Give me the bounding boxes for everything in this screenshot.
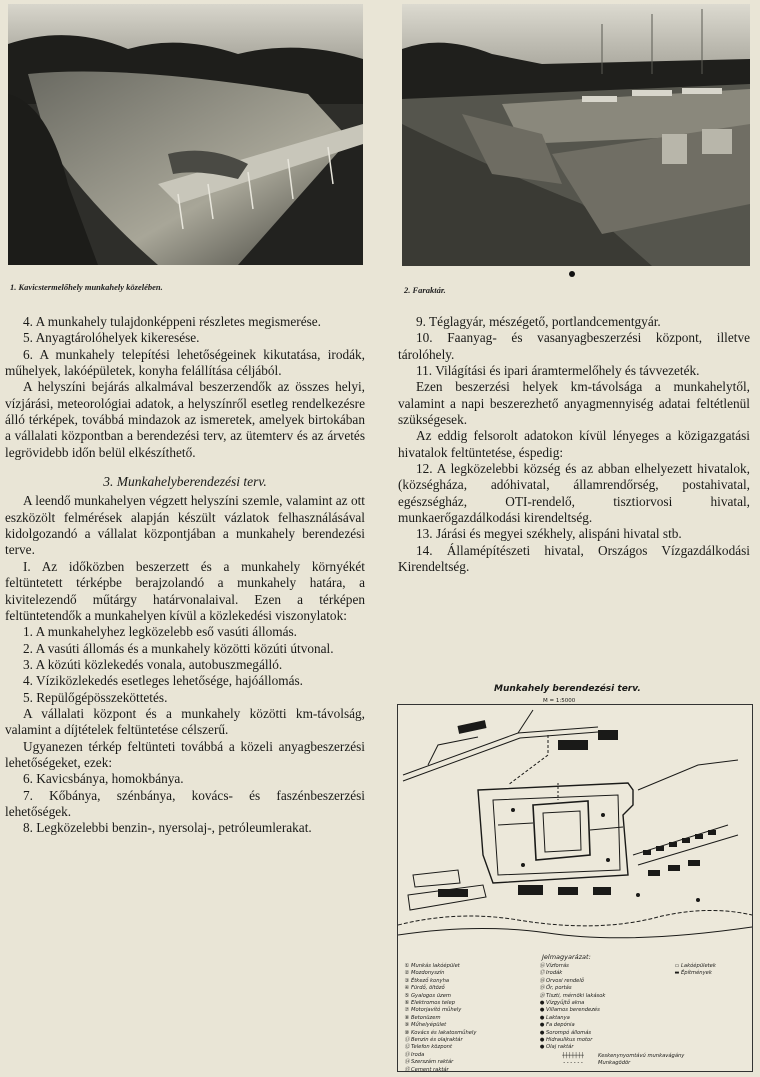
legend-item: ⑩ Kovács és lakatosműhely (404, 1029, 477, 1036)
legend-item: ⑥ Elektromos telep (404, 1000, 455, 1007)
lumber-yard-photo (402, 4, 750, 266)
legend-item: ┼┼┼┼┼┼┼ Keskenynyomtávú munkavágány (562, 1053, 685, 1059)
legend-column-1 (403, 963, 476, 1074)
paragraph: A vállalati központ és a munkahely közötti km-távolság, valamint a díjtételek feltüntetése célszerű. (5, 705, 365, 738)
paragraph: A helyszíni bejárás alkalmával beszerzendők az összes helyi, vízjárási, meteorológiai adatok, a helyszínről esetleg rendelkezésre álló térképek, továbbá mindazok az ismeretek, amelyek birtokában a vállalati központban a berendezési terv, az ütemterv és az árvetés legrövidebb időn belül elkészíthető. (5, 379, 365, 460)
photo-caption-2: 2. Faraktár. (404, 285, 446, 295)
legend-item: ● Laktanya (539, 1014, 570, 1021)
plan-scale: M = 1:5000 (543, 698, 576, 704)
paragraph: Ezen beszerzési helyek km-távolsága a munkahelytől, valamint a napi beszerezhető anyagmennyiség adatai feltétlenül szükségesek. (398, 379, 750, 428)
legend-column-4 (548, 1053, 684, 1068)
legend-item: ⑲Őr, portás (539, 985, 572, 992)
legend-item: ③ Étkező konyha (404, 977, 450, 984)
paragraph: 12. A legközelebbi község és az abban elhelyezett hivatalok, (községháza, adóhivatal, államrendőrség, postahivatal, egészségház, OTI-rendelő, tisztiorvosi hivatal, munkaerőgazdálkodási kirendeltség. (398, 461, 750, 526)
legend-item: ▬ Építmények (674, 970, 712, 977)
paragraph: Ugyanezen térkép feltünteti továbbá a közeli anyagbeszerzési lehetőségeket, ezek: (5, 738, 365, 770)
legend-item: ● Villamos berendezés (539, 1007, 600, 1014)
legend-item: ⑬Iroda (404, 1051, 425, 1058)
site-plan (397, 704, 753, 1072)
legend-item: ⑱Orvosi rendelő (539, 977, 584, 984)
paragraph: 2. A vasúti állomás és a munkahely közötti közúti útvonal. (23, 640, 334, 656)
legend-column-3 (673, 963, 716, 978)
legend-item: ⑫Telefon központ (404, 1044, 452, 1051)
legend-item: ⑳Tiszti, mérnöki lakások (539, 992, 606, 999)
legend-item: ● Sorompó állomás (539, 1029, 592, 1036)
paragraph: 7. Kőbánya, szénbánya, kovács- és faszénbeszerzési lehetőségek. (5, 787, 365, 819)
legend-item: ⑨ Műhelyépület (404, 1022, 447, 1029)
paragraph: Az eddig felsorolt adatokon kívül lényeges a közigazgatási hivatalok feltüntetése, éspedig: (398, 428, 750, 460)
paragraph: 6. A munkahely telepítési lehetőségeinek kikutatása, irodák, műhelyek, lakóépületek, konyha felállítása céljából. (5, 346, 365, 379)
legend-title: Jelmagyarázat: (542, 953, 591, 961)
right-text-column (398, 314, 750, 576)
plan-title: Munkahely berendezési terv. (494, 684, 641, 694)
legend-item: ● Olaj raktár (539, 1044, 574, 1051)
paragraph: 14. Államépítészeti hivatal, Országos Vízgazdálkodási Kirendeltség. (398, 542, 750, 575)
legend-item: ⑪Benzin és olajraktár (404, 1037, 463, 1044)
paragraph: 8. Legközelebbi benzin-, nyersolaj-, petróleumlerakat. (23, 820, 312, 836)
paragraph: 4. Víziközlekedés esetleges lehetősége, hajóállomás. (23, 673, 304, 689)
paragraph: 9. Téglagyár, mészégető, portlandcementgyár. (416, 314, 661, 329)
legend-item: ② Mozdonyszín (404, 970, 445, 977)
legend-item: ⑦ Motorjavító műhely (404, 1007, 462, 1014)
paragraph: 13. Járási és megyei székhely, alispáni hivatal stb. (416, 526, 682, 542)
paragraph: 11. Világítási és ipari áramtermelőhely és távvezeték. (416, 363, 700, 379)
legend-item: ● Fa depónia (539, 1022, 575, 1029)
paragraph: 5. Repülőgépösszeköttetés. (23, 689, 168, 705)
paragraph: 4. A munkahely tulajdonképpeni részletes megismerése. (23, 314, 321, 329)
paragraph: 3. A közúti közlekedés vonala, autobuszmegálló. (23, 656, 283, 672)
left-text-column (5, 314, 365, 837)
paragraph: 10. Faanyag- és vasanyagbeszerzési központ, illetve tárolóhely. (398, 330, 750, 362)
legend-item: ⑰Irodák (539, 970, 563, 977)
gravel-site-photo (8, 4, 363, 265)
legend-item: ④ Fürdő, öltöző (404, 985, 445, 992)
print-dot (569, 271, 575, 277)
paragraph: I. Az időközben beszerzett és a munkahely környékét feltüntetett térképbe berajzolandó a munkahely határa, a kivitelezendő műtárgy határvonalaival. Ezen a térképen feltüntetendők a munkahelyen kívül a közlekedési viszonylatok: (5, 558, 365, 623)
paragraph: 6. Kavicsbánya, homokbánya. (23, 771, 184, 787)
paragraph: A leendő munkahelyen végzett helyszíni szemle, valamint az ott eszközölt felmérések alapján készült vázlatok felhasználásával kidolgozandó a vállalat központjában a munkahely berendezési terve. (5, 493, 365, 558)
legend-item: - - - - - - Munkagödör (563, 1060, 631, 1067)
legend-item: ⑤ Gyalogos üzem (404, 992, 451, 999)
section-heading: 3. Munkahelyberendezési terv. (103, 474, 267, 490)
legend-item: ● Hidraulikus motor (539, 1037, 593, 1044)
legend-item: ⑧ Betonüzem (404, 1014, 441, 1021)
site-plan-drawing (398, 705, 752, 955)
photo-caption-1: 1. Kavicstermelőhely munkahely közelében. (10, 282, 163, 292)
legend-item: ● Vízgyűjtő akna (539, 1000, 585, 1007)
legend-item: ⑯Vízforrás (539, 963, 569, 969)
legend-item: ⑭Szerszám raktár (404, 1059, 454, 1066)
paragraph: 5. Anyagtárolóhelyek kikeresése. (23, 330, 200, 346)
legend-column-2 (538, 963, 605, 1052)
legend-item: ① Munkás lakóépület (404, 963, 460, 969)
legend-item: ⑮Cement raktár (404, 1066, 449, 1073)
paragraph: 1. A munkahelyhez legközelebb eső vasúti állomás. (23, 624, 297, 640)
legend-item: ▭ Lakóépületek (674, 963, 716, 969)
